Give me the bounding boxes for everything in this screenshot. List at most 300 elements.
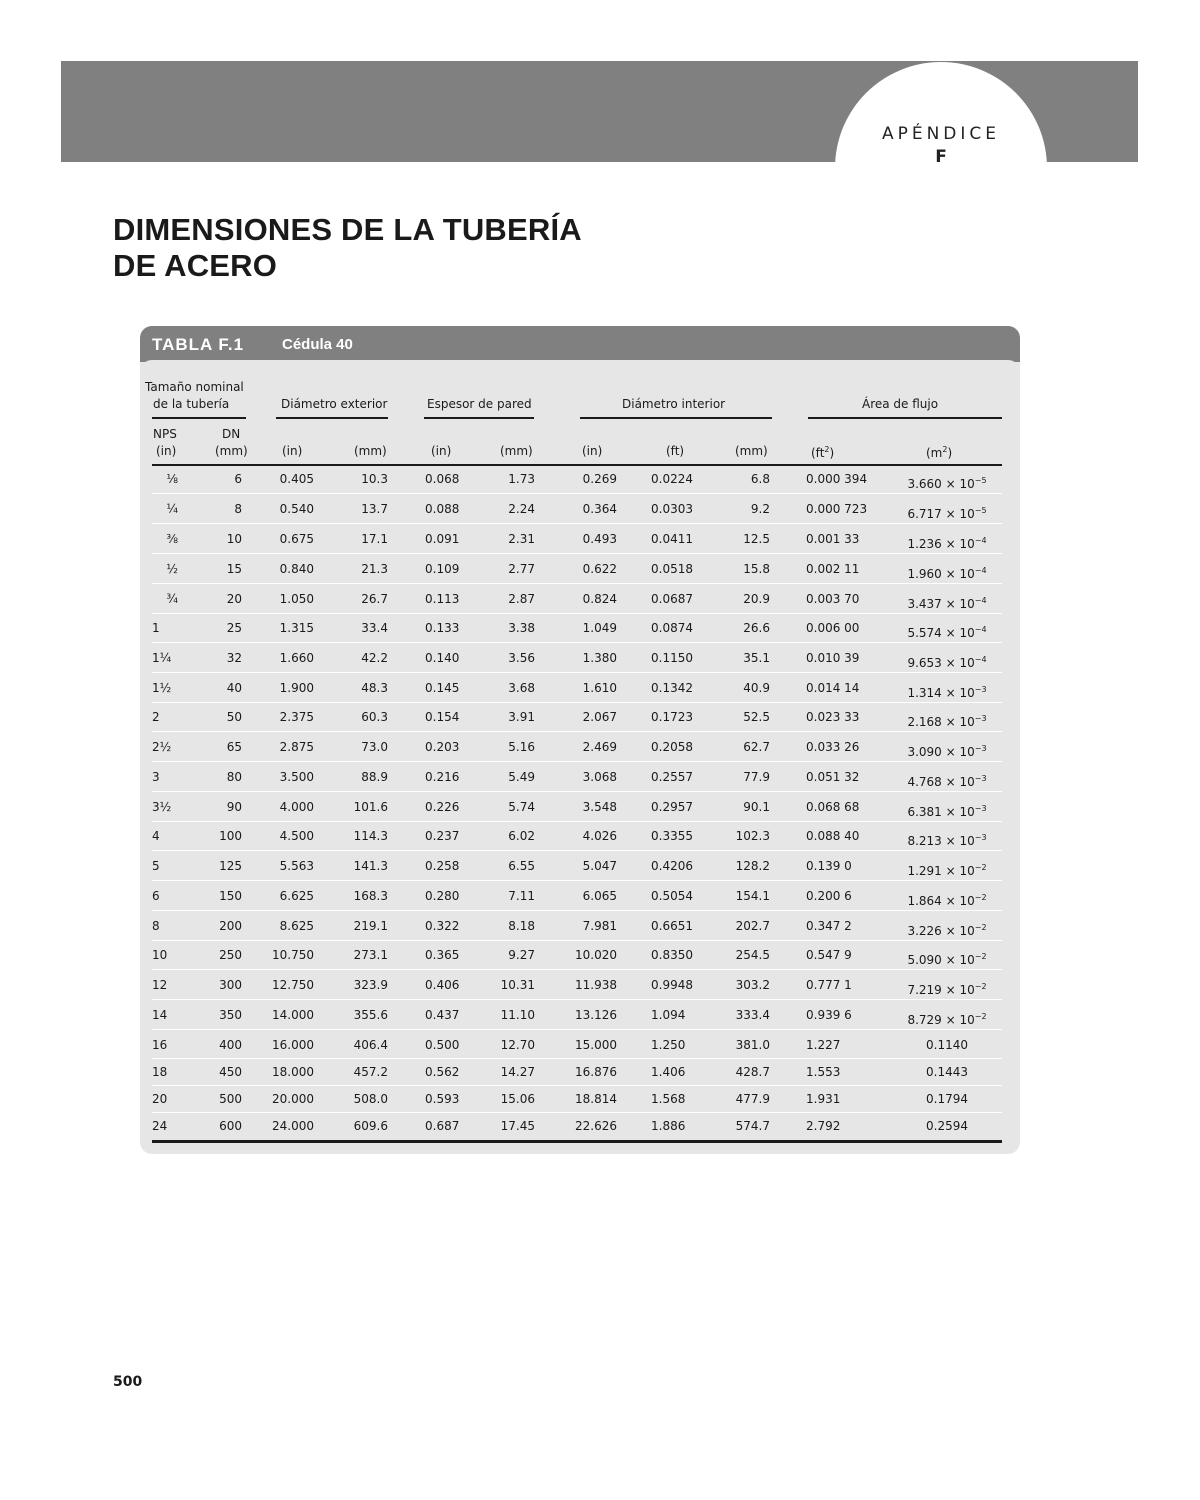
cell-dn: 80: [226, 770, 242, 784]
cell-area-ft2: 0.002 11: [806, 562, 860, 576]
cell-dn: 350: [219, 1008, 242, 1022]
cell-wall-in: 0.687: [425, 1119, 460, 1133]
cell-od-mm: 168.3: [353, 889, 388, 903]
cell-od-in: 0.540: [279, 502, 314, 516]
row-divider: [152, 999, 1002, 1000]
cell-area-m2: $8.213 \times 10^{-3}$: [907, 833, 987, 848]
cell-id-mm: 102.3: [735, 829, 770, 843]
cell-dn: 400: [219, 1038, 242, 1052]
cell-id-mm: 254.5: [735, 948, 770, 962]
cell-dn: 6: [234, 472, 242, 486]
header-od-in: (in): [282, 444, 303, 458]
cell-nps: 1½: [152, 681, 172, 695]
cell-wall-in: 0.562: [425, 1065, 460, 1079]
cell-dn: 25: [226, 621, 242, 635]
header-nps: NPS: [153, 427, 177, 441]
cell-od-in: 0.840: [279, 562, 314, 576]
cell-nps: 3: [152, 770, 160, 784]
cell-area-ft2: 0.001 33: [806, 532, 860, 546]
row-divider: [152, 761, 1002, 762]
cell-od-mm: 355.6: [353, 1008, 388, 1022]
cell-area-ft2: 0.000 723: [806, 502, 868, 516]
cell-id-in: 0.364: [582, 502, 617, 516]
cell-id-mm: 52.5: [743, 710, 770, 724]
cell-od-mm: 26.7: [361, 592, 388, 606]
cell-area-m2: $6.717 \times 10^{-5}$: [907, 506, 987, 521]
cell-wall-in: 0.216: [425, 770, 460, 784]
cell-area-ft2: 0.033 26: [806, 740, 860, 754]
cell-wall-mm: 1.73: [508, 472, 535, 486]
cell-wall-mm: 7.11: [508, 889, 535, 903]
cell-nps: 3½: [152, 800, 172, 814]
cell-wall-mm: 14.27: [500, 1065, 535, 1079]
cell-id-in: 22.626: [575, 1119, 617, 1133]
cell-id-mm: 15.8: [743, 562, 770, 576]
row-divider: [152, 493, 1002, 494]
cell-id-ft: 0.0303: [651, 502, 693, 516]
cell-dn: 300: [219, 978, 242, 992]
cell-dn: 100: [219, 829, 242, 843]
cell-dn: 125: [219, 859, 242, 873]
cell-od-mm: 141.3: [353, 859, 388, 873]
cell-dn: 600: [219, 1119, 242, 1133]
cell-od-mm: 323.9: [353, 978, 388, 992]
cell-id-mm: 128.2: [735, 859, 770, 873]
cell-od-mm: 42.2: [361, 651, 388, 665]
cell-id-ft: 1.094: [651, 1008, 686, 1022]
cell-od-in: 5.563: [279, 859, 314, 873]
cell-area-m2: 0.1794: [926, 1092, 968, 1106]
cell-area-m2: $5.090 \times 10^{-2}$: [907, 952, 987, 967]
cell-area-m2: $1.864 \times 10^{-2}$: [907, 893, 987, 908]
cell-wall-in: 0.133: [425, 621, 460, 635]
row-divider: [152, 523, 1002, 524]
cell-id-in: 3.548: [582, 800, 617, 814]
cell-id-mm: 428.7: [735, 1065, 770, 1079]
cell-wall-mm: 2.77: [508, 562, 535, 576]
header-wall-mm: (mm): [500, 444, 533, 458]
outer-underline: [276, 417, 388, 419]
cell-wall-in: 0.226: [425, 800, 460, 814]
cell-id-ft: 0.0687: [651, 592, 693, 606]
cell-nps: 2½: [152, 740, 172, 754]
cell-id-ft: 1.250: [651, 1038, 686, 1052]
cell-area-ft2: 1.553: [806, 1065, 841, 1079]
cell-id-in: 1.380: [582, 651, 617, 665]
cell-id-in: 2.067: [582, 710, 617, 724]
cell-nps: 8: [152, 919, 160, 933]
cell-id-mm: 35.1: [743, 651, 770, 665]
cell-id-ft: 0.0518: [651, 562, 693, 576]
cell-area-ft2: 0.010 39: [806, 651, 860, 665]
cell-od-mm: 114.3: [353, 829, 388, 843]
cell-od-in: 2.375: [279, 710, 314, 724]
cell-id-ft: 1.406: [651, 1065, 686, 1079]
cell-wall-mm: 8.18: [508, 919, 535, 933]
row-divider: [152, 1112, 1002, 1113]
cell-nps: 10: [152, 948, 168, 962]
cell-id-in: 10.020: [575, 948, 617, 962]
cell-wall-in: 0.109: [425, 562, 460, 576]
cell-id-ft: 0.0874: [651, 621, 693, 635]
cell-wall-mm: 12.70: [500, 1038, 535, 1052]
header-outer-diameter: Diámetro exterior: [281, 397, 388, 411]
cell-id-ft: 0.0411: [651, 532, 693, 546]
cell-area-m2: $3.660 \times 10^{-5}$: [907, 476, 987, 491]
row-divider: [152, 642, 1002, 643]
cell-wall-mm: 2.31: [508, 532, 535, 546]
header-od-mm: (mm): [354, 444, 387, 458]
table-number: TABLA F.1: [152, 335, 245, 354]
cell-wall-in: 0.088: [425, 502, 460, 516]
cell-wall-in: 0.113: [425, 592, 460, 606]
cell-id-mm: 90.1: [743, 800, 770, 814]
cell-od-in: 0.675: [279, 532, 314, 546]
table-header-bar: [140, 326, 1020, 362]
row-divider: [152, 583, 1002, 584]
cell-wall-in: 0.237: [425, 829, 460, 843]
cell-wall-mm: 17.45: [500, 1119, 535, 1133]
cell-dn: 450: [219, 1065, 242, 1079]
cell-id-in: 2.469: [582, 740, 617, 754]
cell-wall-in: 0.500: [425, 1038, 460, 1052]
cell-od-mm: 73.0: [361, 740, 388, 754]
cell-id-in: 18.814: [575, 1092, 617, 1106]
cell-wall-in: 0.593: [425, 1092, 460, 1106]
cell-od-in: 18.000: [272, 1065, 314, 1079]
cell-area-m2: $2.168 \times 10^{-3}$: [907, 714, 987, 729]
page-title-line-2: DE ACERO: [113, 248, 278, 283]
header-nominal-line-2: de la tubería: [153, 397, 230, 411]
cell-id-in: 1.049: [582, 621, 617, 635]
cell-wall-in: 0.437: [425, 1008, 460, 1022]
cell-od-in: 1.660: [279, 651, 314, 665]
cell-wall-mm: 10.31: [500, 978, 535, 992]
cell-nps: 24: [152, 1119, 168, 1133]
row-divider: [152, 1029, 1002, 1030]
cell-wall-in: 0.365: [425, 948, 460, 962]
cell-id-ft: 0.1342: [651, 681, 693, 695]
cell-wall-mm: 2.24: [508, 502, 535, 516]
cell-wall-mm: 5.16: [508, 740, 535, 754]
cell-id-mm: 62.7: [743, 740, 770, 754]
cell-dn: 65: [226, 740, 242, 754]
cell-id-in: 0.493: [582, 532, 617, 546]
cell-wall-mm: 9.27: [508, 948, 535, 962]
cell-area-m2: $9.653 \times 10^{-4}$: [907, 655, 987, 670]
row-divider: [152, 731, 1002, 732]
page-number: 500: [113, 1374, 143, 1390]
page-title-line-1: DIMENSIONES DE LA TUBERÍA: [113, 212, 582, 247]
cell-id-mm: 9.2: [750, 502, 770, 516]
cell-id-in: 5.047: [582, 859, 617, 873]
cell-wall-mm: 3.56: [508, 651, 535, 665]
cell-area-ft2: 0.347 2: [806, 919, 852, 933]
cell-nps: 14: [152, 1008, 168, 1022]
cell-area-m2: $1.291 \times 10^{-2}$: [907, 863, 987, 878]
cell-od-mm: 406.4: [353, 1038, 388, 1052]
cell-dn: 90: [226, 800, 242, 814]
cell-od-mm: 457.2: [353, 1065, 388, 1079]
table-caption: Cédula 40: [282, 336, 353, 353]
cell-dn: 8: [234, 502, 242, 516]
cell-od-in: 24.000: [272, 1119, 314, 1133]
page-title: [113, 212, 582, 284]
cell-wall-in: 0.140: [425, 651, 460, 665]
cell-wall-mm: 3.38: [508, 621, 535, 635]
cell-area-m2: 0.1443: [926, 1065, 968, 1079]
cell-area-m2: $1.236 \times 10^{-4}$: [907, 536, 987, 551]
header-area-m2: $(m^2)$: [926, 445, 953, 460]
nominal-underline: [152, 417, 246, 419]
row-divider: [152, 850, 1002, 851]
cell-od-mm: 10.3: [361, 472, 388, 486]
cell-wall-mm: 3.91: [508, 710, 535, 724]
cell-id-mm: 333.4: [735, 1008, 770, 1022]
row-divider: [152, 940, 1002, 941]
cell-dn: 10: [226, 532, 242, 546]
header-area-ft2: $(ft^2)$: [811, 445, 835, 460]
cell-area-m2: 0.2594: [926, 1119, 968, 1133]
cell-area-ft2: 0.547 9: [806, 948, 852, 962]
cell-od-in: 10.750: [272, 948, 314, 962]
cell-nps: ¾: [166, 592, 178, 606]
cell-area-m2: $8.729 \times 10^{-2}$: [907, 1012, 987, 1027]
cell-id-mm: 381.0: [735, 1038, 770, 1052]
cell-id-ft: 1.886: [651, 1119, 686, 1133]
appendix-label: APÉNDICE: [881, 124, 1001, 144]
header-flow-area: Área de flujo: [862, 397, 939, 411]
cell-id-in: 3.068: [582, 770, 617, 784]
header-id-mm: (mm): [735, 444, 768, 458]
cell-wall-mm: 2.87: [508, 592, 535, 606]
cell-dn: 200: [219, 919, 242, 933]
cell-area-m2: $6.381 \times 10^{-3}$: [907, 804, 987, 819]
cell-nps: 16: [152, 1038, 168, 1052]
cell-od-in: 1.050: [279, 592, 314, 606]
cell-dn: 40: [226, 681, 242, 695]
cell-od-mm: 13.7: [361, 502, 388, 516]
cell-od-in: 4.500: [279, 829, 314, 843]
cell-dn: 15: [226, 562, 242, 576]
cell-wall-in: 0.091: [425, 532, 460, 546]
cell-id-mm: 574.7: [735, 1119, 770, 1133]
cell-od-in: 3.500: [279, 770, 314, 784]
cell-area-ft2: 0.003 70: [806, 592, 860, 606]
cell-od-in: 1.315: [279, 621, 314, 635]
cell-nps: 20: [152, 1092, 168, 1106]
cell-od-mm: 88.9: [361, 770, 388, 784]
cell-id-in: 11.938: [575, 978, 617, 992]
cell-area-ft2: 2.792: [806, 1119, 841, 1133]
cell-wall-mm: 6.55: [508, 859, 535, 873]
cell-id-mm: 154.1: [735, 889, 770, 903]
cell-area-ft2: 0.939 6: [806, 1008, 852, 1022]
cell-wall-in: 0.203: [425, 740, 460, 754]
cell-id-ft: 0.8350: [651, 948, 693, 962]
row-divider: [152, 910, 1002, 911]
header-wall-thickness: Espesor de pared: [427, 397, 532, 411]
cell-dn: 32: [226, 651, 242, 665]
cell-id-ft: 0.1150: [651, 651, 693, 665]
cell-od-in: 20.000: [272, 1092, 314, 1106]
cell-id-mm: 12.5: [743, 532, 770, 546]
header-wall-in: (in): [431, 444, 452, 458]
cell-wall-in: 0.154: [425, 710, 460, 724]
header-id-ft: (ft): [666, 444, 685, 458]
cell-nps: 18: [152, 1065, 168, 1079]
cell-id-ft: 0.2058: [651, 740, 693, 754]
cell-od-in: 0.405: [279, 472, 314, 486]
cell-id-ft: 0.2557: [651, 770, 693, 784]
cell-nps: 4: [152, 829, 160, 843]
row-divider: [152, 969, 1002, 970]
cell-dn: 150: [219, 889, 242, 903]
cell-nps: ½: [166, 562, 178, 576]
cell-id-in: 0.622: [582, 562, 617, 576]
header-id-in: (in): [582, 444, 603, 458]
cell-id-ft: 1.568: [651, 1092, 686, 1106]
row-divider: [152, 1058, 1002, 1059]
flow-underline: [808, 417, 1002, 419]
cell-wall-in: 0.280: [425, 889, 460, 903]
cell-id-ft: 0.9948: [651, 978, 693, 992]
cell-area-ft2: 0.088 40: [806, 829, 860, 843]
cell-id-in: 1.610: [582, 681, 617, 695]
cell-od-in: 4.000: [279, 800, 314, 814]
row-divider: [152, 672, 1002, 673]
cell-area-ft2: 0.139 0: [806, 859, 852, 873]
cell-od-mm: 219.1: [353, 919, 388, 933]
cell-area-m2: $3.090 \times 10^{-3}$: [907, 744, 987, 759]
row-divider: [152, 702, 1002, 703]
cell-id-mm: 303.2: [735, 978, 770, 992]
cell-area-m2: $3.437 \times 10^{-4}$: [907, 596, 987, 611]
bottom-rule: [152, 1140, 1002, 1143]
cell-od-in: 1.900: [279, 681, 314, 695]
cell-id-in: 6.065: [582, 889, 617, 903]
cell-id-mm: 202.7: [735, 919, 770, 933]
cell-area-m2: $1.960 \times 10^{-4}$: [907, 566, 987, 581]
cell-id-in: 7.981: [582, 919, 617, 933]
header-dn-unit: (mm): [215, 444, 248, 458]
cell-id-ft: 0.6651: [651, 919, 693, 933]
cell-od-mm: 60.3: [361, 710, 388, 724]
row-divider: [152, 1085, 1002, 1086]
cell-id-in: 0.269: [582, 472, 617, 486]
cell-area-ft2: 1.227: [806, 1038, 841, 1052]
cell-area-ft2: 0.777 1: [806, 978, 852, 992]
cell-od-in: 6.625: [279, 889, 314, 903]
row-divider: [152, 791, 1002, 792]
cell-od-mm: 21.3: [361, 562, 388, 576]
wall-underline: [424, 417, 534, 419]
cell-area-m2: $4.768 \times 10^{-3}$: [907, 774, 987, 789]
row-divider: [152, 553, 1002, 554]
cell-id-ft: 0.4206: [651, 859, 693, 873]
cell-nps: 1: [152, 621, 160, 635]
cell-wall-in: 0.068: [425, 472, 460, 486]
row-divider: [152, 880, 1002, 881]
cell-id-mm: 40.9: [743, 681, 770, 695]
cell-area-m2: $1.314 \times 10^{-3}$: [907, 685, 987, 700]
cell-nps: ⅜: [166, 532, 178, 546]
cell-area-ft2: 0.023 33: [806, 710, 860, 724]
cell-od-in: 14.000: [272, 1008, 314, 1022]
cell-area-m2: $7.219 \times 10^{-2}$: [907, 982, 987, 997]
cell-od-mm: 508.0: [353, 1092, 388, 1106]
header-nps-unit: (in): [156, 444, 177, 458]
cell-od-in: 16.000: [272, 1038, 314, 1052]
cell-id-mm: 26.6: [743, 621, 770, 635]
cell-area-ft2: 0.200 6: [806, 889, 852, 903]
cell-nps: 1¼: [152, 651, 172, 665]
cell-od-mm: 48.3: [361, 681, 388, 695]
header-nominal-line-1: Tamaño nominal: [145, 380, 244, 394]
cell-od-mm: 609.6: [353, 1119, 388, 1133]
cell-area-ft2: 0.068 68: [806, 800, 860, 814]
cell-od-mm: 17.1: [361, 532, 388, 546]
cell-wall-mm: 5.49: [508, 770, 535, 784]
cell-id-in: 16.876: [575, 1065, 617, 1079]
cell-wall-in: 0.145: [425, 681, 460, 695]
cell-dn: 250: [219, 948, 242, 962]
cell-area-ft2: 0.051 32: [806, 770, 860, 784]
cell-od-in: 2.875: [279, 740, 314, 754]
cell-nps: ⅛: [166, 472, 178, 486]
cell-wall-in: 0.322: [425, 919, 460, 933]
cell-nps: 5: [152, 859, 160, 873]
cell-id-ft: 0.0224: [651, 472, 693, 486]
cell-area-m2: $5.574 \times 10^{-4}$: [907, 625, 987, 640]
cell-nps: 2: [152, 710, 160, 724]
cell-dn: 20: [226, 592, 242, 606]
cell-wall-in: 0.406: [425, 978, 460, 992]
cell-nps: ¼: [166, 502, 178, 516]
header-inner-diameter: Diámetro interior: [622, 397, 726, 411]
cell-id-in: 0.824: [582, 592, 617, 606]
cell-wall-mm: 6.02: [508, 829, 535, 843]
header-dn: DN: [222, 427, 241, 441]
cell-od-mm: 273.1: [353, 948, 388, 962]
cell-id-mm: 20.9: [743, 592, 770, 606]
cell-id-ft: 0.1723: [651, 710, 693, 724]
cell-wall-mm: 11.10: [500, 1008, 535, 1022]
appendix-letter: F: [935, 147, 947, 167]
cell-id-ft: 0.2957: [651, 800, 693, 814]
cell-nps: 6: [152, 889, 160, 903]
row-divider: [152, 821, 1002, 822]
cell-dn: 500: [219, 1092, 242, 1106]
inner-underline: [580, 417, 772, 419]
cell-area-m2: 0.1140: [926, 1038, 968, 1052]
table-card: [140, 326, 1020, 1154]
cell-id-in: 13.126: [575, 1008, 617, 1022]
cell-dn: 50: [226, 710, 242, 724]
cell-wall-mm: 5.74: [508, 800, 535, 814]
cell-area-ft2: 0.000 394: [806, 472, 868, 486]
cell-od-in: 12.750: [272, 978, 314, 992]
cell-area-ft2: 0.014 14: [806, 681, 860, 695]
cell-nps: 12: [152, 978, 168, 992]
cell-id-in: 4.026: [582, 829, 617, 843]
cell-wall-mm: 15.06: [500, 1092, 535, 1106]
cell-id-mm: 477.9: [735, 1092, 770, 1106]
cell-id-ft: 0.3355: [651, 829, 693, 843]
cell-id-in: 15.000: [575, 1038, 617, 1052]
cell-id-ft: 0.5054: [651, 889, 693, 903]
cell-od-mm: 33.4: [361, 621, 388, 635]
